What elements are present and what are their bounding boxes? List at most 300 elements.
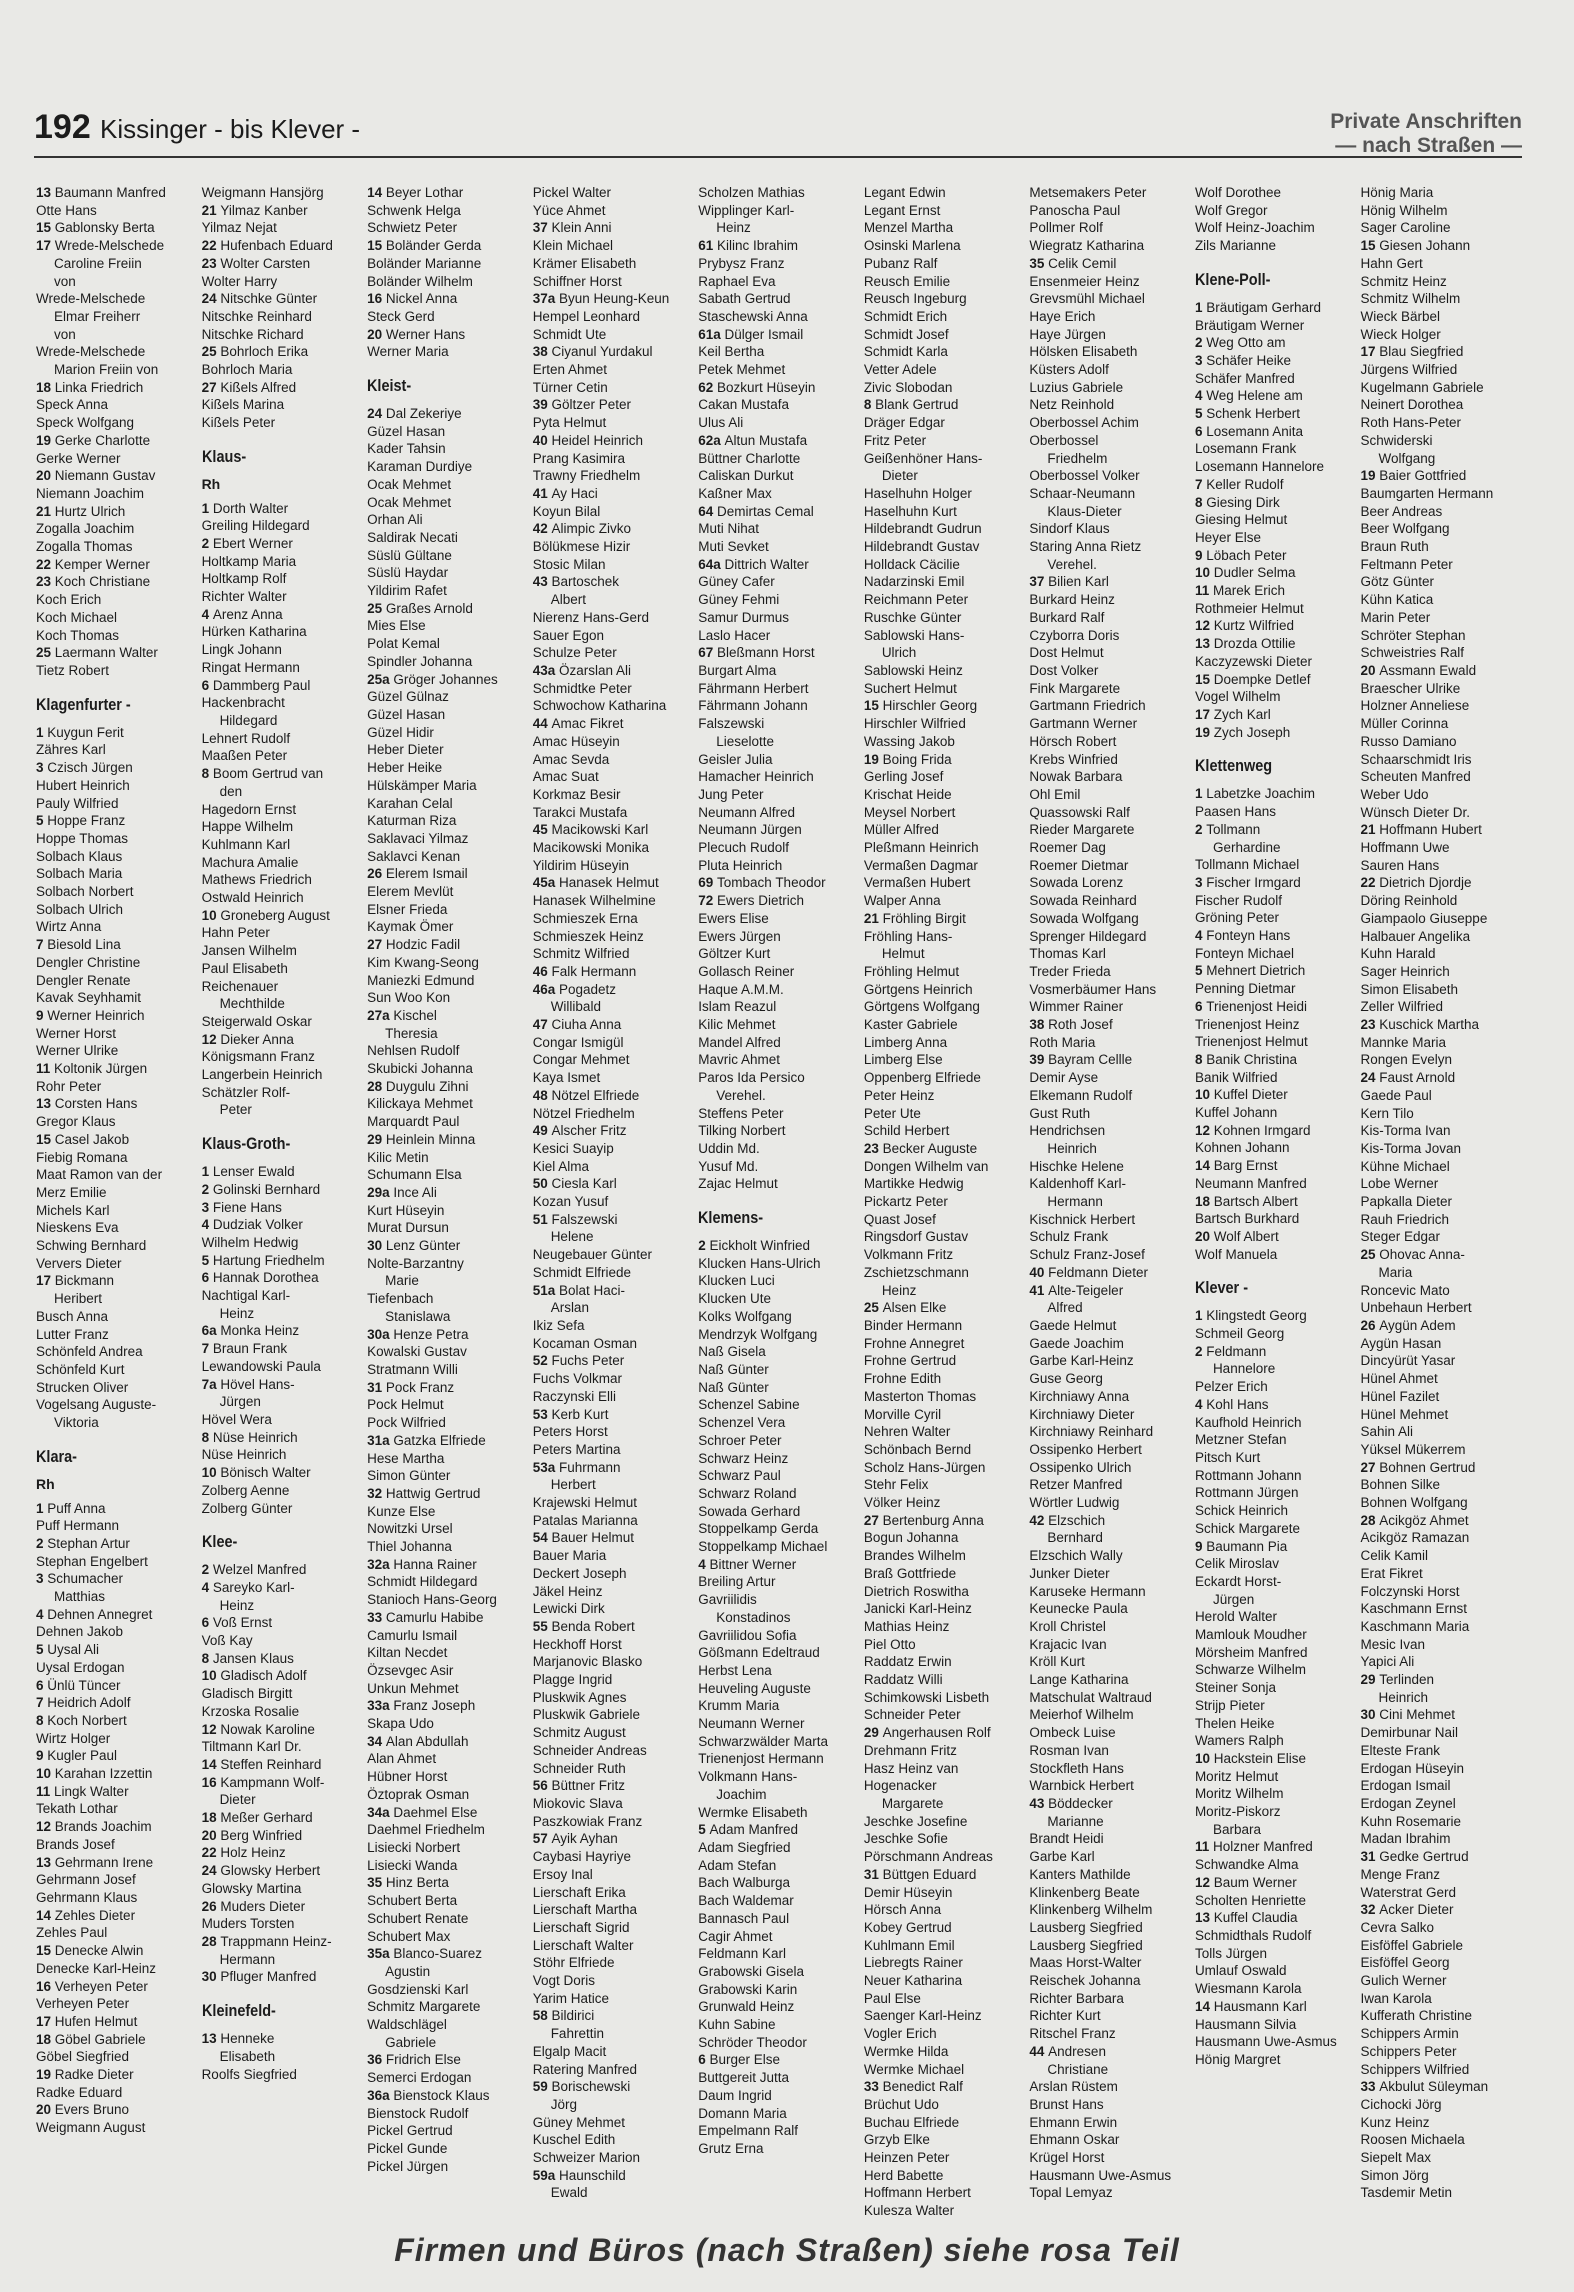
directory-entry: Heyer Else bbox=[1194, 529, 1261, 545]
resident-name: Dittrich Walter bbox=[724, 556, 809, 572]
entry-continuation: Heinz bbox=[716, 220, 751, 236]
house-number: 49 bbox=[532, 1123, 552, 1139]
section-title bbox=[1330, 110, 1522, 158]
directory-entry: Heinzen Peter bbox=[863, 2150, 950, 2166]
house-number: 21 bbox=[863, 910, 883, 926]
directory-entry bbox=[202, 1614, 365, 1632]
directory-entry: Erdogan Ismail bbox=[1360, 1778, 1451, 1794]
directory-entry: Neuer Katharina bbox=[863, 1973, 963, 1989]
house-number: 18 bbox=[1194, 1193, 1214, 1209]
directory-entry: Rothmeier Helmut bbox=[1194, 600, 1304, 616]
directory-entry: Kaymak Ömer bbox=[367, 919, 454, 935]
directory-entry: Heber Heike bbox=[367, 760, 443, 776]
house-number: 2 bbox=[36, 1535, 48, 1551]
directory-entry: Reischek Johanna bbox=[1029, 1973, 1141, 1989]
directory-entry: Naß Günter bbox=[698, 1379, 769, 1395]
house-number: 27 bbox=[863, 1512, 883, 1528]
resident-name: Losemann Anita bbox=[1206, 423, 1304, 439]
directory-entry: Nehren Walter bbox=[863, 1424, 951, 1440]
directory-entry: Martikke Hedwig bbox=[863, 1176, 964, 1192]
directory-entry: Busch Anna bbox=[36, 1308, 109, 1324]
directory-entry bbox=[202, 379, 365, 397]
directory-entry bbox=[367, 1609, 530, 1627]
directory-entry: Wassing Jakob bbox=[863, 733, 955, 749]
directory-entry bbox=[864, 396, 1027, 414]
resident-name: Hodzic Fadil bbox=[385, 937, 461, 953]
resident-name: Mehnert Dietrich bbox=[1206, 963, 1306, 979]
directory-entry bbox=[367, 1237, 530, 1255]
directory-entry: Schmidt Hildegard bbox=[367, 1574, 478, 1590]
directory-entry bbox=[533, 662, 696, 680]
directory-entry bbox=[202, 1216, 365, 1234]
section-title-line2: — nach Straßen — bbox=[1335, 134, 1522, 157]
directory-entry: Wiegratz Katharina bbox=[1029, 238, 1145, 254]
directory-entry bbox=[367, 2087, 530, 2105]
house-number: 43 bbox=[1029, 1795, 1049, 1811]
directory-entry: Tekath Lothar bbox=[36, 1801, 118, 1817]
directory-entry bbox=[533, 343, 696, 361]
directory-entry bbox=[1195, 724, 1358, 742]
directory-entry bbox=[202, 1464, 365, 1482]
directory-entry: Schenzel Vera bbox=[698, 1415, 786, 1431]
directory-entry: Bauer Maria bbox=[532, 1548, 607, 1564]
directory-entry: Pickartz Peter bbox=[863, 1194, 948, 1210]
resident-name: Uysal Ali bbox=[47, 1642, 100, 1658]
directory-entry: Macikowski Monika bbox=[532, 840, 649, 856]
house-number: 33a bbox=[367, 1698, 394, 1714]
directory-entry bbox=[1361, 1671, 1524, 1689]
directory-entry bbox=[367, 1131, 530, 1149]
directory-entry: Burkard Heinz bbox=[1029, 592, 1115, 608]
directory-entry: Wamers Ralph bbox=[1194, 1733, 1284, 1749]
directory-entry: Schmitz Wilfried bbox=[532, 946, 630, 962]
directory-entry: Wirtz Anna bbox=[36, 919, 102, 935]
directory-entry: Piel Otto bbox=[863, 1636, 916, 1652]
resident-name: Lenser Ewald bbox=[212, 1164, 295, 1180]
resident-name: Jansen Klaus bbox=[212, 1650, 294, 1666]
resident-name: Hurtz Ulrich bbox=[54, 503, 126, 519]
district-label: Rh bbox=[36, 1475, 55, 1492]
resident-name: Fuchs Peter bbox=[551, 1353, 625, 1369]
directory-entry: Gavriilidou Sofia bbox=[698, 1627, 797, 1643]
directory-entry bbox=[202, 1579, 365, 1597]
directory-entry: Steigerwald Oskar bbox=[201, 1013, 312, 1029]
directory-entry: Grunwald Heinz bbox=[698, 1999, 795, 2015]
resident-name: Franz Joseph bbox=[393, 1698, 476, 1714]
directory-entry: Kuhn Sabine bbox=[698, 2017, 776, 2033]
entry-continuation: Wolfgang bbox=[1378, 450, 1436, 466]
directory-entry: Sowada Gerhard bbox=[698, 1503, 801, 1519]
directory-entry: Paul Else bbox=[863, 1990, 921, 2006]
resident-name: Arenz Anna bbox=[212, 606, 283, 622]
house-number: 9 bbox=[1194, 547, 1207, 563]
resident-name: Gedke Gertrud bbox=[1379, 1849, 1469, 1865]
directory-entry bbox=[36, 1570, 199, 1588]
house-number: 19 bbox=[1194, 724, 1214, 740]
directory-entry: Haselhuhn Kurt bbox=[863, 503, 957, 519]
directory-entry: Fiebig Romana bbox=[36, 1149, 128, 1165]
directory-entry bbox=[36, 379, 199, 397]
directory-entry: Hendrichsen bbox=[1029, 1123, 1106, 1139]
directory-entry bbox=[36, 1677, 199, 1695]
directory-entry bbox=[698, 237, 861, 255]
directory-entry: Schmieszek Heinz bbox=[532, 928, 644, 944]
directory-entry bbox=[1195, 1157, 1358, 1175]
directory-entry: Raddatz Erwin bbox=[863, 1654, 952, 1670]
house-number: 34 bbox=[367, 1733, 386, 1749]
house-number: 8 bbox=[36, 1712, 48, 1728]
directory-entry: Alan Ahmet bbox=[367, 1751, 437, 1767]
directory-entry bbox=[533, 1529, 696, 1547]
directory-entry: Ocak Mehmet bbox=[367, 494, 452, 510]
directory-entry bbox=[1361, 1317, 1524, 1335]
directory-entry: Lausberg Siegfried bbox=[1029, 1937, 1143, 1953]
resident-name: Terlinden bbox=[1379, 1672, 1435, 1688]
directory-entry bbox=[1195, 334, 1358, 352]
directory-entry: Döring Reinhold bbox=[1360, 893, 1458, 909]
directory-entry: Kugelmann Gabriele bbox=[1360, 379, 1484, 395]
entry-continuation: Christiane bbox=[1047, 2061, 1109, 2077]
directory-entry bbox=[1361, 1848, 1524, 1866]
directory-entry: Muti Sevket bbox=[698, 539, 769, 555]
resident-name: Kuschick Martha bbox=[1379, 1017, 1480, 1033]
entry-continuation: Verehel. bbox=[1047, 556, 1097, 572]
directory-entry: Elerem Mevlüt bbox=[367, 884, 454, 900]
directory-entry bbox=[202, 500, 365, 518]
directory-entry bbox=[36, 1535, 199, 1553]
resident-name: Celik Cemil bbox=[1048, 255, 1117, 271]
resident-name: Göbel Gabriele bbox=[54, 2031, 146, 2047]
house-number: 16 bbox=[367, 291, 386, 307]
house-number: 5 bbox=[1194, 963, 1207, 979]
directory-entry bbox=[202, 606, 365, 624]
directory-entry: Bogun Johanna bbox=[863, 1530, 959, 1546]
directory-entry: Folczynski Horst bbox=[1360, 1583, 1460, 1599]
house-number: 33 bbox=[863, 2079, 883, 2095]
resident-name: Elerem Ismail bbox=[385, 866, 468, 882]
entry-continuation: Elmar Freiherr bbox=[54, 308, 141, 324]
house-number: 43 bbox=[532, 574, 552, 590]
directory-entry bbox=[36, 644, 199, 662]
directory-entry: Sahin Ali bbox=[1360, 1424, 1414, 1440]
directory-entry: Schild Herbert bbox=[863, 1123, 950, 1139]
directory-entry bbox=[202, 1199, 365, 1217]
directory-entry bbox=[1029, 573, 1192, 591]
directory-entry: Daehmel Friedhelm bbox=[367, 1822, 485, 1838]
house-number: 30a bbox=[367, 1326, 394, 1342]
directory-entry: Kirchniawy Dieter bbox=[1029, 1406, 1135, 1422]
resident-name: Bozkurt Hüseyin bbox=[717, 379, 816, 395]
resident-name: Gröger Johannes bbox=[393, 671, 498, 687]
directory-entry bbox=[698, 1821, 861, 1839]
directory-entry: Volkmann Hans- bbox=[698, 1769, 798, 1785]
directory-entry: Grutz Erna bbox=[698, 2140, 764, 2156]
directory-entry: Burgart Alma bbox=[698, 662, 777, 678]
house-number: 25 bbox=[201, 344, 221, 360]
directory-entry: Herbst Lena bbox=[698, 1662, 772, 1678]
house-number: 29 bbox=[367, 1131, 386, 1147]
directory-entry: Moritz-Piskorz bbox=[1194, 1804, 1281, 1820]
directory-entry: Königsmann Franz bbox=[201, 1049, 315, 1065]
directory-entry bbox=[202, 1844, 365, 1862]
resident-name: Nüse Heinrich bbox=[212, 1429, 298, 1445]
directory-entry bbox=[1195, 405, 1358, 423]
directory-entry: Schröter Stephan bbox=[1360, 627, 1466, 643]
house-number: 20 bbox=[36, 468, 55, 484]
directory-entry bbox=[1361, 1069, 1524, 1087]
directory-column-2 bbox=[202, 184, 365, 2194]
directory-entry: Tietz Robert bbox=[36, 662, 110, 678]
house-number: 31a bbox=[367, 1432, 394, 1448]
directory-entry: Marquardt Paul bbox=[367, 1114, 460, 1130]
directory-entry: Kohnen Johann bbox=[1194, 1140, 1290, 1156]
directory-entry: Bräutigam Werner bbox=[1194, 317, 1305, 333]
house-number: 9 bbox=[36, 1007, 48, 1023]
directory-entry: Hünel Fazilet bbox=[1360, 1388, 1440, 1404]
directory-entry bbox=[36, 1942, 199, 1960]
house-number: 62a bbox=[698, 432, 725, 448]
directory-entry: Sager Heinrich bbox=[1360, 963, 1450, 979]
directory-entry bbox=[698, 432, 861, 450]
directory-entry: Roolfs Siegfried bbox=[201, 2066, 297, 2082]
house-number: 32 bbox=[367, 1485, 386, 1501]
directory-entry: Peter Ute bbox=[863, 1105, 921, 1121]
resident-name: Verheyen Peter bbox=[54, 1978, 148, 1994]
entry-continuation: Dieter bbox=[219, 1792, 256, 1808]
resident-name: Muders Dieter bbox=[220, 1898, 306, 1914]
directory-entry bbox=[36, 759, 199, 777]
resident-name: Duygulu Zihni bbox=[385, 1078, 469, 1094]
directory-entry: Steck Gerd bbox=[367, 308, 435, 324]
directory-entry: Solbach Ulrich bbox=[36, 901, 124, 917]
directory-entry: Ohl Emil bbox=[1029, 786, 1081, 802]
resident-name: Berg Winfried bbox=[220, 1827, 303, 1843]
resident-name: Brands Joachim bbox=[54, 1819, 152, 1835]
directory-entry: Fährmann Johann bbox=[698, 698, 808, 714]
resident-name: Bienstock Klaus bbox=[393, 2087, 490, 2103]
entry-continuation: Jürgen bbox=[1212, 1591, 1255, 1607]
directory-entry: Pluskwik Agnes bbox=[532, 1689, 627, 1705]
directory-entry bbox=[367, 1078, 530, 1096]
directory-entry: Nehlsen Rudolf bbox=[367, 1043, 460, 1059]
directory-entry bbox=[36, 219, 199, 237]
directory-entry: Congar Ismigül bbox=[532, 1034, 624, 1050]
directory-entry: Stanioch Hans-Georg bbox=[367, 1592, 497, 1608]
directory-entry: Trienenjost Hermann bbox=[698, 1751, 824, 1767]
district-label: Rh bbox=[201, 475, 221, 492]
directory-entry bbox=[1195, 423, 1358, 441]
directory-entry: Klucken Ute bbox=[698, 1291, 772, 1307]
directory-entry: Pubanz Ralf bbox=[863, 255, 938, 271]
resident-name: Blank Gertrud bbox=[875, 397, 959, 413]
directory-entry: Plagge Ingrid bbox=[532, 1672, 613, 1688]
resident-name: Marek Erich bbox=[1212, 583, 1285, 599]
entry-continuation: Heinz bbox=[219, 1597, 255, 1613]
resident-name: Hartung Friedhelm bbox=[212, 1252, 325, 1268]
resident-name: Koch Christiane bbox=[54, 574, 151, 590]
directory-entry: Weigmann August bbox=[36, 2120, 146, 2136]
directory-entry bbox=[202, 1181, 365, 1199]
house-number: 45a bbox=[532, 875, 559, 891]
resident-name: Nowak Karoline bbox=[220, 1721, 315, 1737]
directory-entry: Nowak Barbara bbox=[1029, 769, 1123, 785]
house-number: 26 bbox=[1360, 1318, 1380, 1333]
directory-entry: Schmitz August bbox=[532, 1725, 626, 1741]
directory-entry bbox=[698, 892, 861, 910]
resident-name: Pogadetz bbox=[558, 981, 617, 997]
house-number: 20 bbox=[1194, 1228, 1214, 1244]
directory-entry bbox=[202, 907, 365, 925]
house-number: 14 bbox=[1194, 1158, 1214, 1174]
directory-entry: Thiel Johanna bbox=[367, 1539, 452, 1555]
house-number: 9 bbox=[1194, 1538, 1207, 1554]
directory-entry: Schwandke Alma bbox=[1194, 1857, 1299, 1873]
directory-entry: Wermke Hilda bbox=[863, 2043, 949, 2059]
resident-name: Büttgen Eduard bbox=[882, 1866, 977, 1882]
directory-entry: Hübner Horst bbox=[367, 1769, 448, 1785]
directory-entry: Schröder Theodor bbox=[698, 2034, 807, 2050]
directory-entry: Schmeil Georg bbox=[1194, 1326, 1285, 1342]
directory-entry: Trawny Friedhelm bbox=[532, 468, 641, 484]
directory-entry: Völker Heinz bbox=[863, 1495, 941, 1511]
directory-entry: Muders Torsten bbox=[201, 1916, 295, 1932]
directory-entry: Hürken Katharina bbox=[201, 624, 307, 640]
directory-entry: Gerke Werner bbox=[36, 450, 121, 466]
directory-entry: Güzel Hasan bbox=[367, 706, 446, 722]
resident-name: Ewers Dietrich bbox=[717, 893, 805, 909]
directory-entry: Glowsky Martina bbox=[201, 1880, 302, 1896]
house-number: 41 bbox=[532, 485, 552, 501]
directory-entry: Hövel Wera bbox=[201, 1412, 272, 1427]
directory-entry: Schick Margarete bbox=[1194, 1520, 1300, 1536]
house-number: 43a bbox=[532, 662, 559, 678]
resident-name: Borischewski bbox=[551, 2079, 631, 2095]
directory-entry: Mies Else bbox=[367, 618, 426, 634]
directory-entry bbox=[698, 503, 861, 521]
directory-entry bbox=[367, 1697, 530, 1715]
directory-entry: Legant Ernst bbox=[863, 202, 941, 218]
entry-continuation: Jörg bbox=[550, 2096, 577, 2112]
directory-entry: Schweizer Marion bbox=[532, 2150, 640, 2166]
resident-name: Benda Robert bbox=[551, 1618, 635, 1634]
resident-name: Kilinc Ibrahim bbox=[717, 238, 799, 254]
directory-entry: Polat Kemal bbox=[367, 636, 440, 652]
resident-name: Bayram Cellle bbox=[1048, 1052, 1133, 1068]
directory-column-5 bbox=[698, 184, 861, 2194]
directory-entry bbox=[367, 405, 530, 423]
house-number: 2 bbox=[201, 1562, 213, 1578]
directory-entry bbox=[202, 535, 365, 553]
directory-entry: Ruschke Günter bbox=[863, 609, 962, 625]
house-number: 6 bbox=[201, 1270, 213, 1286]
resident-name: Özarslan Ali bbox=[558, 662, 631, 678]
page-title: Kissinger - bis Klever - bbox=[100, 114, 361, 144]
entry-continuation: Herbert bbox=[550, 1477, 596, 1493]
house-number: 17 bbox=[36, 238, 55, 254]
house-number: 1 bbox=[1194, 1308, 1207, 1324]
directory-entry: Tiltmann Karl Dr. bbox=[201, 1739, 302, 1755]
directory-entry: Werner Ulrike bbox=[36, 1043, 119, 1059]
directory-entry: Büttner Charlotte bbox=[698, 450, 801, 466]
directory-entry: Papkalla Dieter bbox=[1360, 1194, 1453, 1210]
directory-entry: Oppenberg Elfriede bbox=[863, 1070, 981, 1086]
resident-name: Fridrich Else bbox=[385, 2052, 461, 2068]
resident-name: Alsen Elke bbox=[882, 1300, 947, 1316]
directory-entry: Pickel Gertrud bbox=[367, 2123, 453, 2139]
house-number: 53 bbox=[532, 1406, 552, 1422]
directory-entry: Lewicki Dirk bbox=[532, 1601, 605, 1617]
directory-entry: Dongen Wilhelm van bbox=[863, 1158, 989, 1174]
house-number: 52 bbox=[532, 1353, 552, 1369]
house-number: 57 bbox=[532, 1831, 552, 1847]
directory-entry: Sablowski Heinz bbox=[863, 662, 963, 678]
directory-entry: Laslo Hacer bbox=[698, 627, 771, 643]
resident-name: Andresen bbox=[1048, 2043, 1106, 2059]
directory-entry bbox=[533, 1175, 696, 1193]
resident-name: Ay Haci bbox=[551, 485, 598, 501]
directory-entry: Scholten Henriette bbox=[1194, 1892, 1307, 1908]
directory-entry: Arslan Rüstem bbox=[1029, 2079, 1118, 2095]
directory-entry: Kuschel Edith bbox=[532, 2132, 616, 2148]
directory-entry bbox=[533, 290, 696, 308]
house-number: 7 bbox=[36, 937, 48, 953]
directory-entry: Schubert Max bbox=[367, 1928, 451, 1944]
directory-entry: Plecuch Rudolf bbox=[698, 840, 790, 856]
directory-entry bbox=[698, 1237, 861, 1255]
directory-entry bbox=[36, 2031, 199, 2049]
directory-entry bbox=[202, 1031, 365, 1049]
directory-entry bbox=[533, 1122, 696, 1140]
resident-name: Falk Hermann bbox=[551, 963, 637, 979]
directory-entry bbox=[202, 1898, 365, 1916]
directory-entry: Karahan Celal bbox=[367, 795, 453, 811]
directory-entry: Zogalla Thomas bbox=[36, 539, 133, 555]
directory-entry: Göbel Siegfried bbox=[36, 2049, 130, 2065]
house-number: 15 bbox=[1360, 238, 1380, 254]
resident-name: Bartoschek bbox=[551, 574, 620, 590]
directory-entry bbox=[1195, 352, 1358, 370]
directory-entry: Mörsheim Manfred bbox=[1194, 1644, 1308, 1660]
directory-entry: Brüchut Udo bbox=[863, 2096, 939, 2112]
entry-continuation: Heinrich bbox=[1047, 1140, 1097, 1156]
directory-entry: Samur Durmus bbox=[698, 609, 790, 625]
directory-entry: Neumann Alfred bbox=[698, 804, 796, 820]
resident-name: Baum Werner bbox=[1213, 1874, 1297, 1890]
house-number: 10 bbox=[1194, 565, 1214, 581]
directory-entry: Schaar-Neumann bbox=[1029, 485, 1136, 501]
directory-entry: Weber Udo bbox=[1360, 786, 1429, 802]
directory-entry: Kis-Torma Ivan bbox=[1360, 1123, 1451, 1139]
directory-entry: Menzel Martha bbox=[863, 220, 954, 236]
directory-entry: Saldirak Necati bbox=[367, 529, 458, 545]
directory-entry: Menge Franz bbox=[1360, 1866, 1441, 1882]
directory-entry: Congar Mehmet bbox=[532, 1052, 630, 1068]
directory-entry bbox=[533, 963, 696, 981]
directory-entry: Metsemakers Peter bbox=[1029, 185, 1147, 200]
house-number: 61a bbox=[698, 326, 725, 342]
directory-entry bbox=[864, 2078, 1027, 2096]
directory-entry: Stehr Felix bbox=[863, 1477, 929, 1493]
directory-entry bbox=[698, 874, 861, 892]
directory-entry: Nierenz Hans-Gerd bbox=[532, 609, 649, 625]
house-number: 24 bbox=[367, 406, 386, 422]
directory-entry: Göltzer Kurt bbox=[698, 946, 771, 962]
resident-name: Cini Mehmet bbox=[1379, 1707, 1456, 1723]
resident-name: Feldmann Dieter bbox=[1048, 1264, 1148, 1280]
resident-name: Nickel Anna bbox=[385, 291, 458, 307]
directory-entry: Maat Ramon van der bbox=[36, 1167, 163, 1183]
directory-entry: Yüksel Mükerrem bbox=[1360, 1441, 1466, 1457]
